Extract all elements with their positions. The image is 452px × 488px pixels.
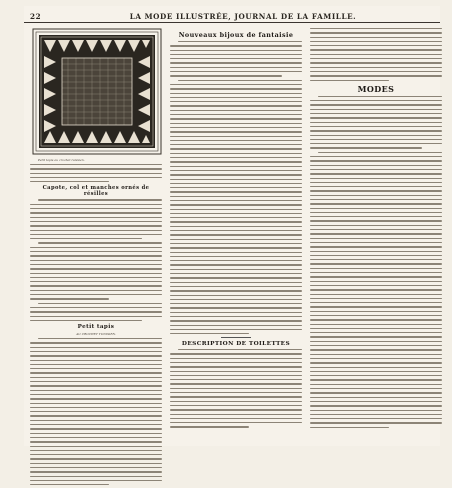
section-divider — [221, 337, 251, 338]
header-rule — [24, 22, 440, 23]
section-subheading-tapis: AU CROCHET TUNISIEN. — [76, 332, 116, 337]
column-1-text — [30, 164, 162, 182]
column-2 — [170, 28, 302, 431]
section-heading-tapis: Petit tapis — [77, 324, 115, 331]
journal-title: LA MODE ILLUSTRÉE, JOURNAL DE LA FAMILLE. — [129, 12, 357, 21]
section-heading-bijoux: Nouveaux bijoux de fantaisie — [178, 31, 294, 39]
newspaper-page — [24, 6, 440, 446]
column-1 — [30, 28, 162, 488]
figure-caption: Petit tapis au crochet tunisien. — [38, 158, 85, 162]
section-heading-modes: MODES — [357, 83, 395, 94]
section-heading-toilettes: DESCRIPTION DE TOILETTES — [181, 341, 291, 348]
page-number: 22 — [30, 12, 42, 21]
crochet-rug-figure — [32, 28, 162, 155]
column-3 — [310, 28, 442, 431]
section-heading-capote: Capote, col et manches ornés de résilles — [42, 185, 150, 198]
